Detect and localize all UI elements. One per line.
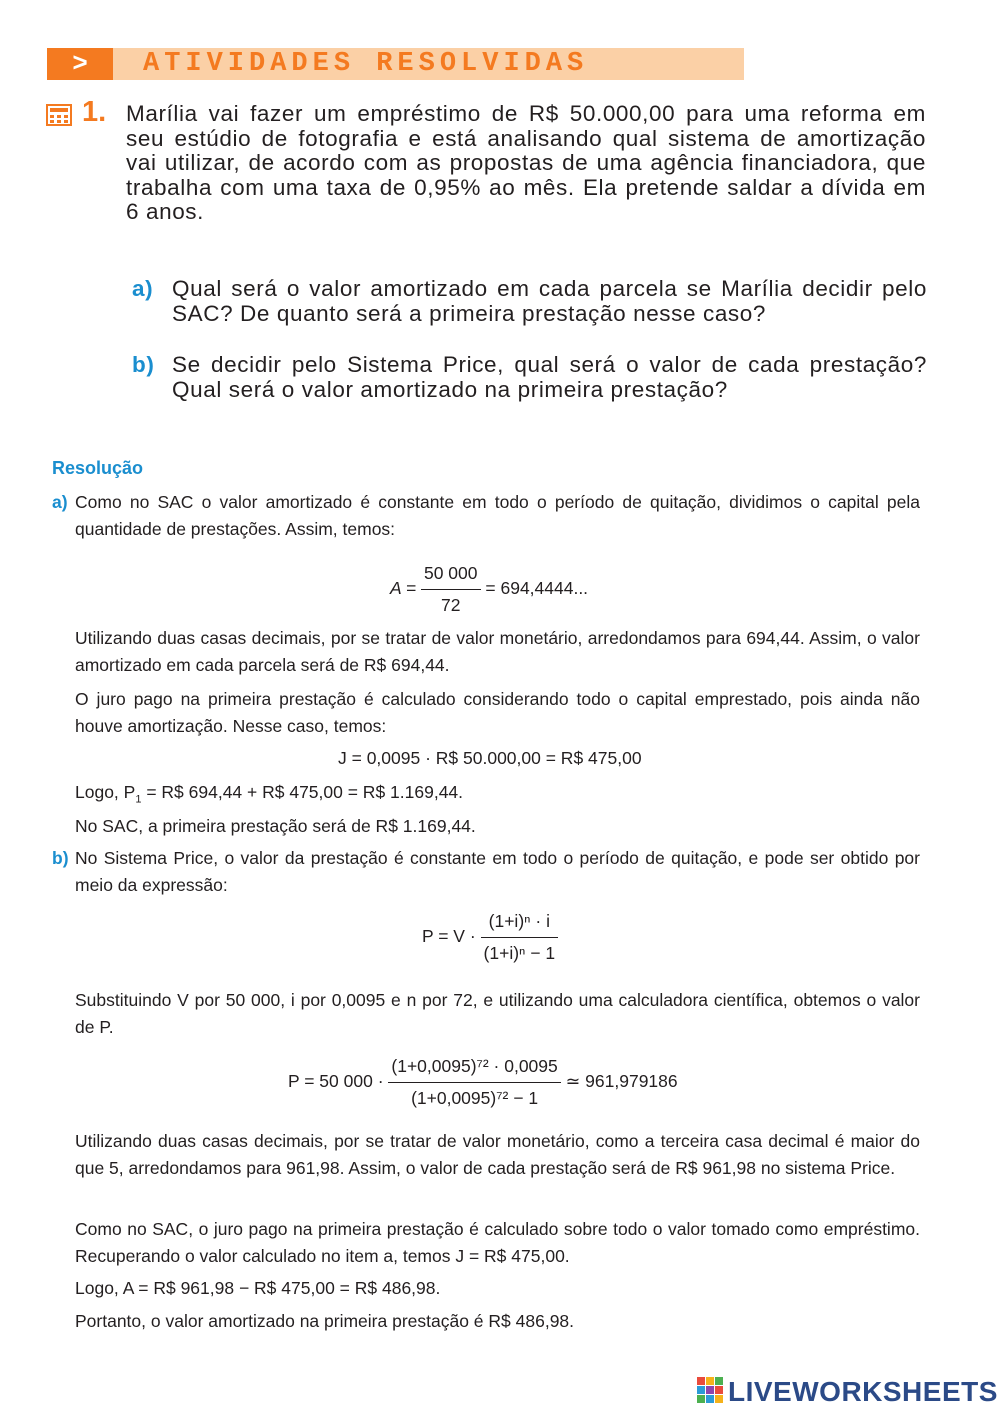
formula-a-amortization [390, 560, 588, 619]
liveworksheets-logo-text: LIVEWORKSHEETS [728, 1376, 998, 1407]
formula-a-denominator: 72 [441, 595, 461, 615]
resolution-b-paragraph-5: Logo, A = R$ 961,98 − R$ 475,00 = R$ 486,98. [75, 1278, 441, 1298]
resolution-a-p4-sub: 1 [135, 793, 142, 806]
resolution-a-paragraph-4 [75, 779, 920, 814]
liveworksheets-logo-icon [696, 1376, 724, 1404]
question-item-b-label: b) [132, 352, 155, 377]
formula-b2-denominator: (1+0,0095)⁷² − 1 [411, 1088, 539, 1108]
question-number: 1. [82, 96, 107, 128]
resolution-b-paragraph-1: No Sistema Price, o valor da prestação é constante em todo o período de quitação, e pode ser obtido por meio da expressão: [75, 848, 920, 895]
question-item-b [132, 353, 927, 402]
formula-a-rhs: = 694,4444... [485, 578, 589, 599]
resolution-b-paragraph-6: Portanto, o valor amortizado na primeira prestação é R$ 486,98. [75, 1311, 575, 1331]
resolution-a-label: a) [52, 492, 68, 512]
resolution-a-p4-prefix: Logo, P [75, 782, 136, 802]
formula-a-interest: J = 0,0095 · R$ 50.000,00 = R$ 475,00 [338, 748, 642, 768]
resolution-a-paragraph-2: Utilizando duas casas decimais, por se tratar de valor monetário, arredondamos para 694,44. Assim, o valor amortizado em cada parcela será de R$ 694,44. [75, 628, 920, 675]
resolution-b-paragraph-2: Substituindo V por 50 000, i por 0,0095 e n por 72, e utilizando uma calculadora científica, obtemos o valor de P. [75, 990, 920, 1037]
formula-b-fraction [481, 908, 559, 967]
banner-title: ATIVIDADES RESOLVIDAS [143, 49, 589, 79]
question-item-a-label: a) [132, 276, 154, 301]
formula-b-lhs: P = V · [422, 926, 476, 947]
question-item-b-text: Se decidir pelo Sistema Price, qual será o valor de cada prestação? Qual será o valor amortizado na primeira prestação? [172, 352, 927, 402]
formula-b2-lhs: P = 50 000 · [288, 1071, 384, 1092]
banner-arrow: > [47, 48, 113, 80]
resolution-a-paragraph-5: No SAC, a primeira prestação será de R$ 1.169,44. [75, 816, 476, 836]
formula-a-lhs: A = [390, 578, 417, 599]
formula-b2-numerator: (1+0,0095)⁷² · 0,0095 [388, 1053, 560, 1083]
formula-b-denominator: (1+i)ⁿ − 1 [483, 943, 556, 963]
resolution-a-paragraph-1: Como no SAC o valor amortizado é constante em todo o período de quitação, dividimos o capital pela quantidade de prestações. Assim, temos: [75, 492, 920, 539]
resolution-b-paragraph-3: Utilizando duas casas decimais, por se tratar de valor monetário, como a terceira casa decimal é maior do que 5, arredondamos para 961,98. Assim, o valor de cada prestação será de R$ 961,98 no sistema Price. [75, 1131, 920, 1178]
question-statement: Marília vai fazer um empréstimo de R$ 50.000,00 para uma reforma em seu estúdio de fotografia e está analisando qual sistema de amortização vai utilizar, de acordo com as propostas de uma agência financiadora, que trabalha com uma taxa de 0,95% ao mês. Ela pretende saldar a dívida em 6 anos. [126, 101, 926, 225]
question-item-a [132, 277, 927, 326]
question-text [126, 102, 926, 225]
resolution-a-paragraph-3: O juro pago na primeira prestação é calculado considerando todo o capital emprestado, pois ainda não houve amortização. Nesse caso, temos: [75, 689, 920, 736]
question-item-a-text: Qual será o valor amortizado em cada parcela se Marília decidir pelo SAC? De quanto será a primeira prestação nesse caso? [172, 276, 927, 326]
section-banner [47, 48, 744, 80]
resolution-b-paragraph-4: Como no SAC, o juro pago na primeira prestação é calculado sobre todo o valor tomado como empréstimo. Recuperando o valor calculado no item a, temos J = R$ 475,00. [75, 1219, 920, 1266]
formula-a-fraction [421, 560, 481, 619]
resolution-b-label: b) [52, 848, 69, 868]
resolution-a-p4-suffix: = R$ 694,44 + R$ 475,00 = R$ 1.169,44. [141, 782, 464, 802]
formula-a-numerator: 50 000 [421, 560, 481, 590]
formula-b2-rhs: ≃ 961,979186 [565, 1071, 678, 1092]
formula-b-numerator: (1+i)ⁿ · i [481, 908, 559, 938]
formula-b2-fraction [388, 1053, 560, 1112]
calculator-icon [46, 104, 72, 126]
formula-b-computation [288, 1053, 678, 1112]
resolution-title: Resolução [52, 458, 144, 478]
formula-b-price [422, 908, 558, 967]
